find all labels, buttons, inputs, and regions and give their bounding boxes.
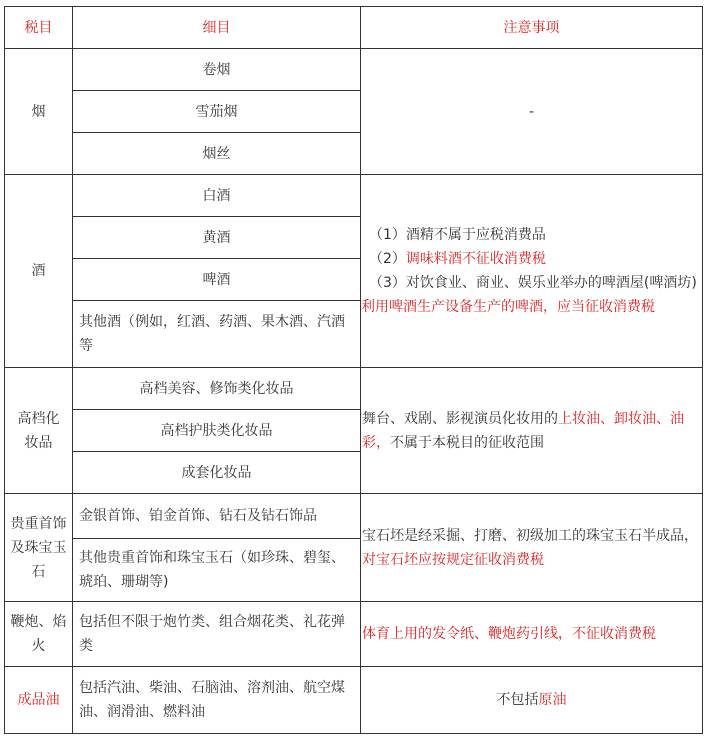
detail-cell: 其他酒（例如，红酒、药酒、果木酒、汽酒等 — [73, 301, 361, 368]
tax-item-tobacco: 烟 — [5, 49, 73, 175]
note-tobacco: - — [361, 49, 703, 175]
table-row — [5, 602, 703, 667]
detail-cell: 包括汽油、柴油、石脑油、溶剂油、航空煤油、润滑油、燃料油 — [73, 667, 361, 734]
detail-cell: 啤酒 — [73, 259, 361, 301]
header-detail: 细目 — [73, 7, 361, 49]
detail-cell: 包括但不限于炮竹类、组合烟花类、礼花弹类 — [73, 602, 361, 667]
note-cosmetics: 舞台、戏剧、影视演员化妆用的上妆油、卸妆油、油彩，不属于本税目的征收范围 — [361, 368, 703, 494]
detail-cell: 其他贵重首饰和珠宝玉石（如珍珠、碧玺、琥珀、珊瑚等) — [73, 539, 361, 602]
table-row — [5, 494, 703, 539]
note-line: （1）酒精不属于应税消费品 — [369, 227, 546, 243]
header-item: 税目 — [5, 7, 73, 49]
detail-cell: 卷烟 — [73, 49, 361, 91]
detail-cell: 雪茄烟 — [73, 91, 361, 133]
tax-item-jewelry: 贵重首饰及珠宝玉石 — [5, 494, 73, 602]
table-row — [5, 49, 703, 91]
note-oil: 不包括原油 — [361, 667, 703, 734]
header-notes: 注意事项 — [361, 7, 703, 49]
table-row — [5, 667, 703, 734]
tax-item-cosmetics: 高档化妆品 — [5, 368, 73, 494]
tax-item-oil: 成品油 — [5, 667, 73, 734]
table-row — [5, 368, 703, 410]
note-jewelry: 宝石坯是经采掘、打磨、初级加工的珠宝玉石半成品，对宝石坯应按规定征收消费税 — [361, 494, 703, 602]
note-alcohol — [361, 175, 703, 368]
consumption-tax-table — [4, 6, 703, 734]
detail-cell: 高档护肤类化妆品 — [73, 410, 361, 452]
tax-item-fireworks: 鞭炮、焰火 — [5, 602, 73, 667]
detail-cell: 成套化妆品 — [73, 452, 361, 494]
header-row — [5, 7, 703, 49]
detail-cell: 黄酒 — [73, 217, 361, 259]
detail-cell: 烟丝 — [73, 133, 361, 175]
tax-item-alcohol: 酒 — [5, 175, 73, 368]
table-row — [5, 175, 703, 217]
note-line: （3）对饮食业、商业、娱乐业举办的啤酒屋(啤酒坊)利用啤酒生产设备生产的啤酒，应当征收消费税 — [361, 275, 697, 315]
note-line: （2）调味料酒不征收消费税 — [369, 251, 546, 267]
note-fireworks: 体育上用的发令纸、鞭炮药引线，不征收消费税 — [361, 602, 703, 667]
detail-cell: 白酒 — [73, 175, 361, 217]
detail-cell: 高档美容、修饰类化妆品 — [73, 368, 361, 410]
detail-cell: 金银首饰、铂金首饰、钻石及钻石饰品 — [73, 494, 361, 539]
